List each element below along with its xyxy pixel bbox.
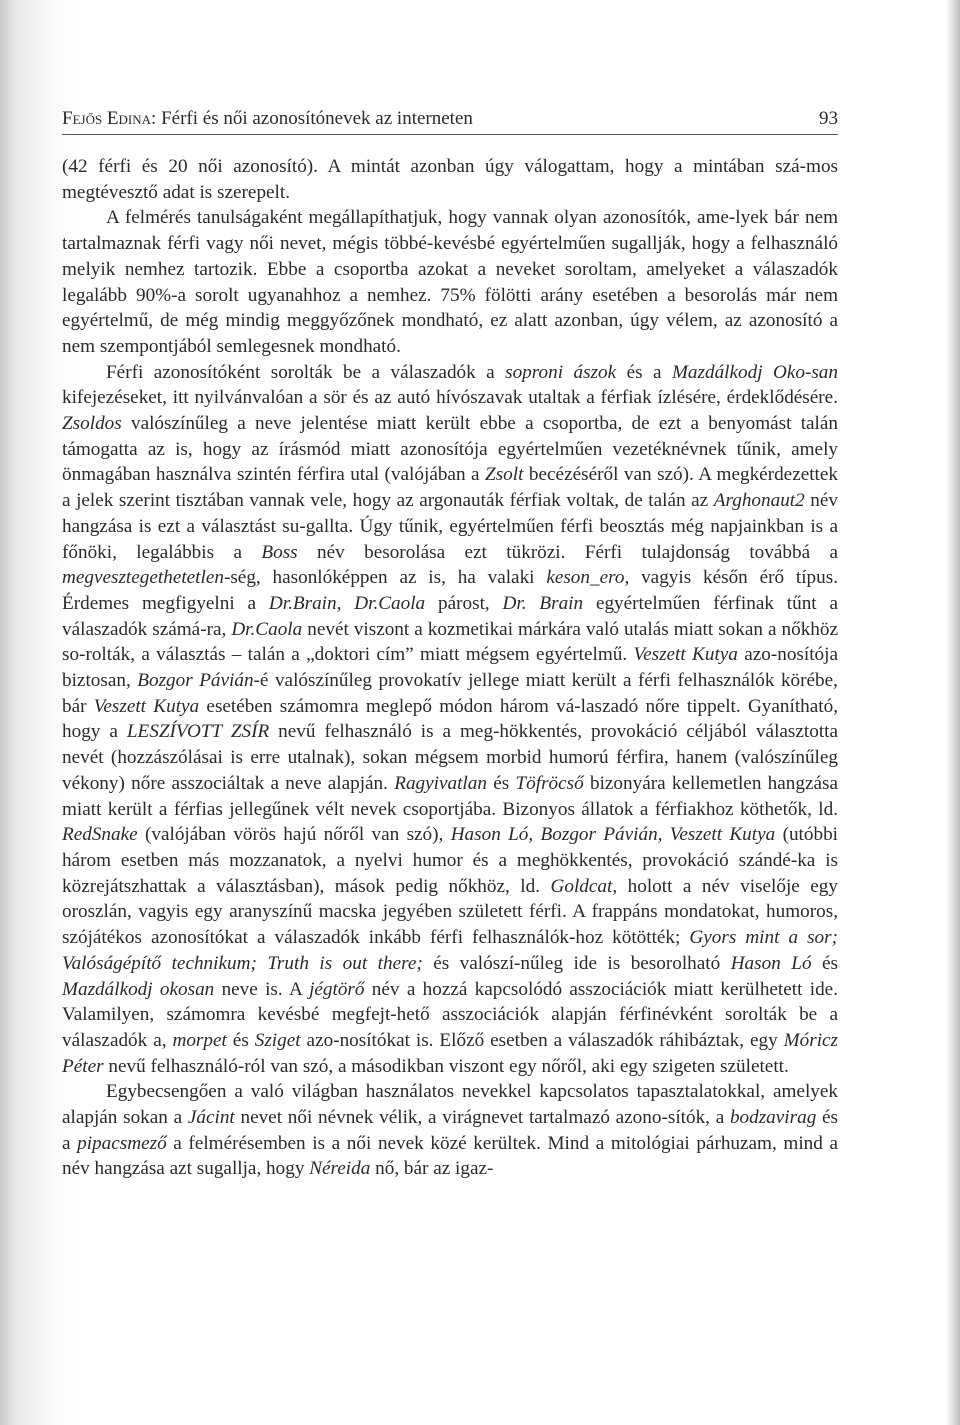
italic-term: Arghonaut2: [713, 490, 805, 512]
text-run: neve is. A: [214, 978, 310, 1000]
text-run: és: [811, 952, 839, 974]
text-run: és: [486, 772, 516, 794]
italic-term: Dr.Brain, Dr.Caola: [268, 592, 426, 614]
text-run: kifejezéseket, itt nyilvánvalóan a sör és az autó hívószavak utaltak a férfiak ízlésére, érdeklődésére.: [62, 387, 838, 409]
text-run: nevű felhasználó-ról van szó, a másodikban viszont egy nőről, aki egy szigeten született.: [103, 1055, 789, 1077]
italic-term: morpet: [172, 1029, 227, 1051]
text-run: és valószí-nűleg ide is besorolható: [422, 952, 731, 974]
italic-term: Goldcat,: [550, 875, 618, 897]
running-title: [62, 108, 473, 130]
italic-term: keson_ero,: [546, 567, 630, 589]
text-run: esetében számomra meglepő módon három vá-laszadó nőre tippelt. Gyanítható, hogy a: [62, 695, 839, 743]
text-run: -é valószínűleg provokatív jellege miatt került a férfi felhasználók körébe, bár: [62, 670, 838, 717]
italic-term: Bozgor Pávián: [137, 670, 254, 692]
italic-term: Zsolt: [485, 464, 524, 486]
italic-term: Veszett Kutya: [633, 644, 738, 666]
italic-term: Mazdálkodj okosan: [62, 978, 215, 1000]
text-run: név besorolása ezt tükrözi. Férfi tulajdonság továbbá a: [297, 541, 838, 563]
page-edge-shadow: [946, 0, 960, 1425]
text-run: és a: [616, 361, 672, 383]
text-run: nő, bár az igaz-: [370, 1158, 494, 1180]
italic-term: Jácint: [187, 1107, 235, 1129]
italic-term: Hason Ló: [730, 952, 812, 974]
italic-term: jégtörő: [309, 978, 365, 1000]
italic-term: Sziget: [254, 1029, 301, 1051]
text-run: és a: [62, 1107, 838, 1154]
text-run: egyértelműen férfinak tűnt a válaszadók számá-ra,: [62, 592, 838, 640]
italic-term: Zsoldos: [62, 413, 122, 435]
text-run: a felmérésemben is a női nevek közé kerültek. Mind a mitológiai párhuzam, mind a név hangzása azt sugallja, hogy: [62, 1132, 838, 1180]
italic-term: LESZÍVOTT ZSÍR: [126, 721, 270, 743]
text-run: és: [226, 1029, 255, 1051]
italic-term: Töfröcső: [515, 772, 584, 794]
body-text: [62, 154, 838, 1182]
italic-term: Veszett Kutya: [93, 695, 200, 717]
text-run: valószínűleg a neve jelentése miatt került ebbe a csoportba, de ezt a benyomást talán támogatta az is, hogy az írásmód miatt azonosítója egyértelműen vezetéknévnek tűnik, amely önmagában használva szintén férfira utal (valójában a: [62, 413, 838, 486]
italic-term: Mazdálkodj Oko-san: [671, 361, 838, 383]
text-run: -ség, hasonlóképpen az is, ha valaki: [223, 567, 547, 589]
text-run: nevű felhasználó is a meg-hökkentés, provokáció céljából választotta nevét (hozzászólásai is erre utalnak), sokan mégsem morbid humorú férfira, hanem (valószínűleg vékony) nőre asszociáltak a neve alapján.: [62, 721, 838, 794]
text-run: párost,: [425, 592, 503, 614]
italic-term: Ragyivatlan: [394, 772, 487, 794]
italic-term: soproni ászok: [505, 361, 617, 383]
text-run: nevet női névnek vélik, a virágnevet tartalmazó azono-sítók, a: [234, 1107, 730, 1129]
paragraph: [62, 154, 838, 205]
italic-term: megvesztegethetetlen: [62, 567, 224, 589]
text-run: Férfi azonosítóként sorolták be a válaszadók a: [106, 361, 506, 383]
text-run: (42 férfi és 20 női azonosító). A mintát azonban úgy válogattam, hogy a mintában szá-mos megtévesztő adat is szerepelt.: [62, 156, 838, 203]
italic-term: Dr. Brain: [502, 592, 584, 614]
text-run: Egybecsengően a való világban használatos nevekkel kapcsolatos tapasztalatokkal, amelyek alapján sokan a: [62, 1081, 838, 1129]
text-run: (utóbbi három esetben más mozzanatok, a nyelvi humor és a meghökkentés, provokáció szándé-ka is közrejátszhattak a választásban), mások pedig nőkhöz, ld.: [62, 824, 838, 897]
italic-term: Móricz Péter: [62, 1029, 839, 1077]
italic-term: Néreida: [309, 1158, 371, 1180]
italic-term: Hason Ló, Bozgor Pávián, Veszett Kutya: [450, 824, 776, 846]
text-run: név a hozzá kapcsolódó asszociációk miatt kerülhetett ide. Valamilyen, számomra kevésbé megfejt-hető asszociációk alapján férfinévként sorolták be a válaszadók a,: [62, 978, 838, 1051]
italic-term: Dr.Caola: [231, 618, 303, 640]
italic-term: bodzavirag: [729, 1107, 817, 1129]
text-run: név hangzása is ezt a választást su-gallta. Úgy tűnik, egyértelműen férfi beosztás még napjainkban is a főnöki, legalábbis a: [62, 490, 838, 563]
paragraph: [62, 360, 838, 1080]
running-header: [62, 108, 838, 135]
text-run: azo-nosítója biztosan,: [62, 644, 838, 692]
page-number: 93: [819, 108, 838, 129]
header-author: Fejős Edina: [62, 108, 152, 129]
text-run: A felmérés tanulságaként megállapíthatjuk, hogy vannak olyan azonosítók, ame-lyek bár nem tartalmaznak férfi vagy női nevet, mégis többé-kevésbé egyértelműen sugallják, hogy a felhasználó melyik nemhez tartozik. Ebbe a csoportba azokat a neveket soroltam, amelyeket a válaszadók legalább 90%-a sorolt ugyanahhoz a nemhez. 75% fölötti arány esetében a besorolás már nem egyértelmű, de még mindig meggyőzőnek mondható, ez alatt azonban, úgy vélem, az azonosító a nem szempontjából semlegesnek mondható.: [62, 207, 838, 357]
paragraph: [62, 205, 838, 359]
text-run: holott a név viselője egy oroszlán, vagyis egy aranyszínű macska jegyében született férfi. A frappáns mondatokat, humoros, szójátékos azonosítókat a válaszadók inkább férfi felhasználók-hoz kötötték;: [62, 875, 838, 949]
header-title: Férfi és női azonosítónevek az interneten: [161, 108, 473, 129]
text-run: bizonyára kellemetlen hangzása miatt került a férfias jellegűnek vélt nevek csoportjába. Bizonyos állatok a férfiakhoz köthetők, ld.: [62, 772, 838, 820]
italic-term: Boss: [261, 541, 298, 563]
text-run: becézéséről van szó). A megkérdezettek a jelek szerint tisztában vannak vele, hogy az argonauták férfiak voltak, de talán az: [62, 464, 838, 512]
text-run: azo-nosítókat is. Előző esetben a válaszadók ráhibáztak, egy: [300, 1029, 784, 1051]
italic-term: Gyors mint a sor; Valóságépítő technikum; Truth is out there;: [62, 927, 838, 974]
paragraph: [62, 1079, 838, 1182]
italic-term: pipacsmező: [77, 1132, 167, 1154]
header-separator: :: [151, 108, 162, 129]
text-run: vagyis későn érő típus. Érdemes megfigyelni a: [62, 567, 838, 614]
text-run: (valójában vörös hajú nőről van szó),: [137, 824, 451, 846]
text-run: nevét viszont a kozmetikai márkára való utalás miatt sokan a nőkhöz so-rolták, a választás – talán a „doktori cím” miatt mégsem egyértelmű.: [62, 618, 838, 666]
italic-term: RedSnake: [62, 824, 138, 846]
